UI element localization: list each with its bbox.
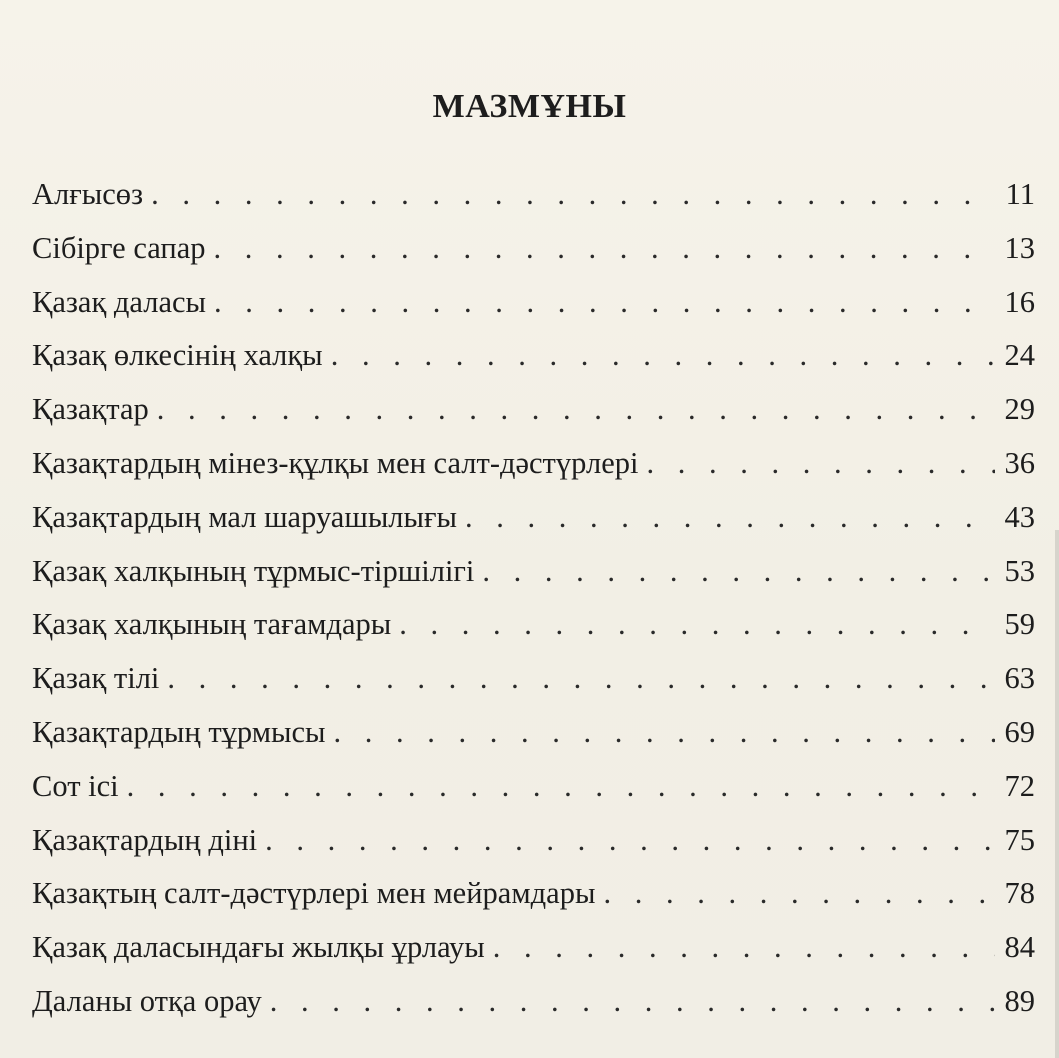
toc-leader-dots <box>603 867 995 921</box>
toc-leader-dots <box>270 975 995 1029</box>
toc-entry-title: Даланы отқа орау <box>32 983 262 1018</box>
toc-leader-dots <box>127 760 995 814</box>
toc-entry-page: 43 <box>1004 499 1035 534</box>
toc-entry <box>32 437 1035 491</box>
toc-leader-dots <box>265 814 995 868</box>
toc-leader-dots <box>646 437 995 491</box>
toc-entry <box>32 921 1035 975</box>
toc-leader-dots <box>331 329 995 383</box>
toc-entry-page: 89 <box>1004 983 1035 1018</box>
toc-entry-page: 53 <box>1004 553 1035 588</box>
toc-entry-title: Қазақтар <box>32 392 149 427</box>
toc-entry-title: Қазақтардың тұрмысы <box>32 714 326 749</box>
toc-entry-page: 11 <box>1005 177 1035 211</box>
toc-entry <box>32 814 1035 868</box>
toc-entry-page: 84 <box>1004 930 1035 965</box>
toc-entry-title: Қазақ даласы <box>32 284 207 319</box>
toc-entry-page: 75 <box>1004 822 1035 857</box>
toc-entry-title: Қазақ тілі <box>32 661 160 696</box>
toc-entry <box>32 867 1035 921</box>
table-of-contents <box>32 168 1035 1029</box>
toc-entry-title: Қазақ халқының тұрмыс-тіршілігі <box>32 553 475 588</box>
toc-entry <box>32 598 1035 652</box>
toc-entry <box>32 491 1035 545</box>
toc-entry-title: Қазақтардың діні <box>32 822 258 857</box>
toc-entry-title: Сот ісі <box>32 768 119 803</box>
toc-entry-title: Қазақ өлкесінің халқы <box>32 338 323 373</box>
toc-entry-page: 16 <box>1004 284 1035 319</box>
toc-entry-page: 72 <box>1004 768 1035 803</box>
toc-entry-page: 24 <box>1004 338 1035 373</box>
toc-entry-page: 63 <box>1004 661 1035 696</box>
toc-leader-dots <box>465 491 995 545</box>
toc-entry-title: Қазақ даласындағы жылқы ұрлауы <box>32 930 485 965</box>
contents-heading: МАЗМҰНЫ <box>432 88 627 125</box>
toc-entry-title: Сібірге сапар <box>32 230 206 265</box>
toc-entry <box>32 760 1035 814</box>
toc-entry-title: Қазақтың салт-дәстүрлері мен мейрамдары <box>32 876 596 911</box>
toc-leader-dots <box>482 545 995 599</box>
page-edge <box>1055 530 1059 1058</box>
toc-leader-dots <box>213 222 995 276</box>
toc-entry-title: Алғысөз <box>32 177 144 211</box>
toc-entry-title: Қазақтардың мінез-құлқы мен салт-дәстүрлері <box>32 445 639 480</box>
toc-entry <box>32 706 1035 760</box>
toc-leader-dots <box>493 921 995 975</box>
toc-leader-dots <box>399 598 995 652</box>
toc-leader-dots <box>167 652 995 706</box>
toc-leader-dots <box>151 168 995 222</box>
toc-leader-dots <box>334 706 995 760</box>
toc-leader-dots <box>157 383 995 437</box>
toc-entry-page: 13 <box>1004 230 1035 265</box>
toc-entry <box>32 975 1035 1029</box>
toc-entry-page: 29 <box>1004 392 1035 427</box>
toc-entry <box>32 222 1035 276</box>
toc-entry <box>32 168 1035 222</box>
toc-entry <box>32 329 1035 383</box>
toc-entry-title: Қазақ халқының тағамдары <box>32 607 392 642</box>
toc-entry-page: 78 <box>1004 876 1035 911</box>
toc-entry <box>32 545 1035 599</box>
toc-entry <box>32 383 1035 437</box>
toc-entry-page: 69 <box>1004 714 1035 749</box>
toc-leader-dots <box>214 276 995 330</box>
toc-entry-page: 59 <box>1004 607 1035 642</box>
toc-entry-title: Қазақтардың мал шаруашылығы <box>32 499 458 534</box>
toc-entry <box>32 652 1035 706</box>
toc-entry <box>32 276 1035 330</box>
toc-entry-page: 36 <box>1004 445 1035 480</box>
